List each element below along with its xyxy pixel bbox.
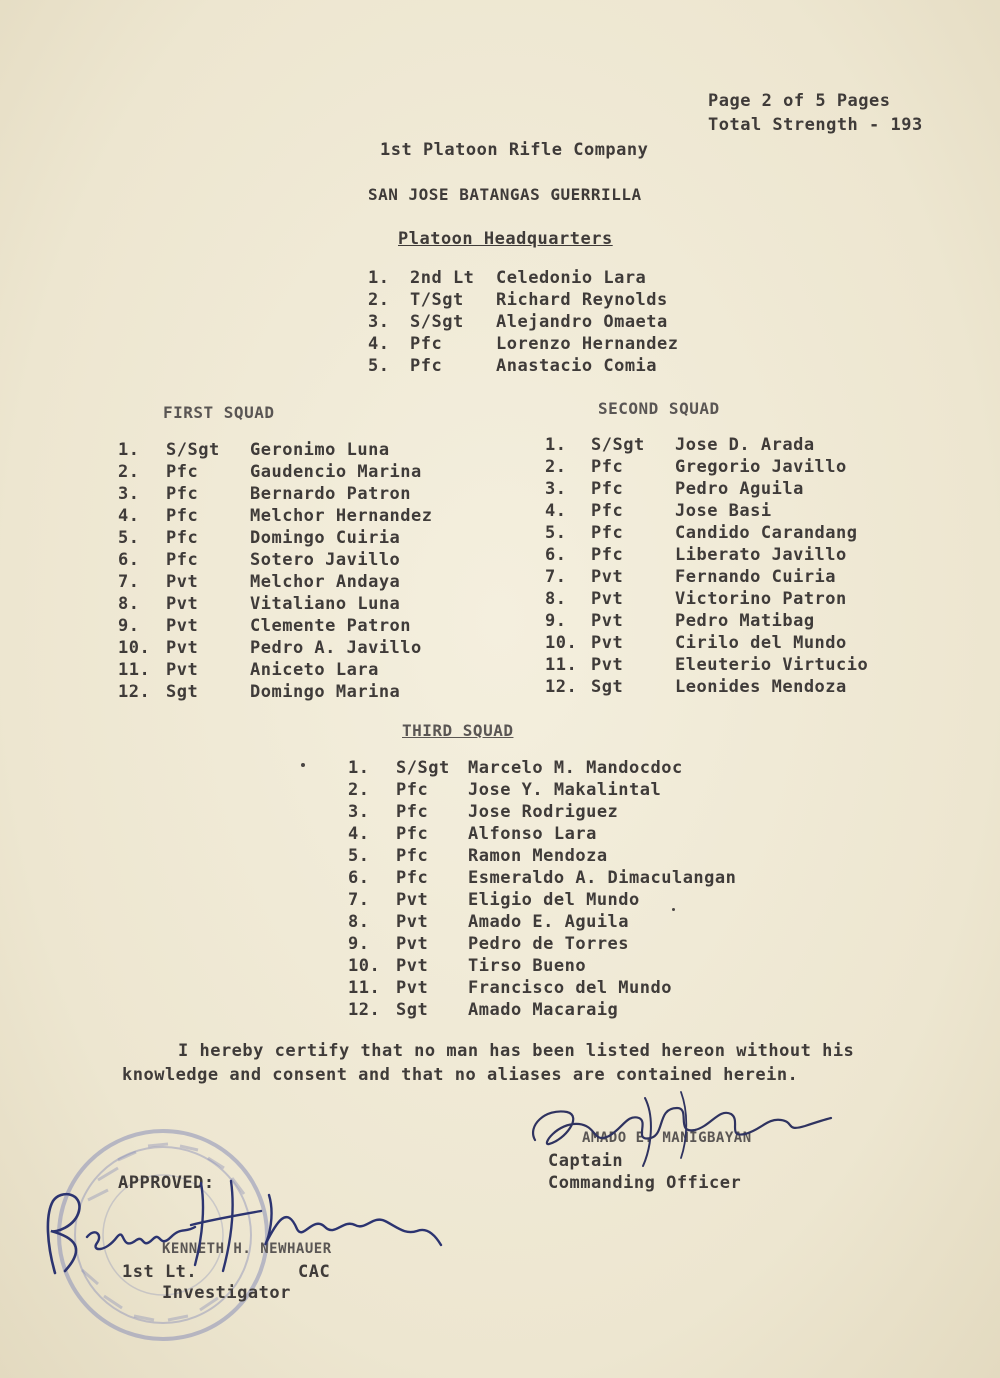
roster-rank: Pvt [396,956,429,976]
roster-number: 9. [118,616,140,636]
roster-number: 5. [545,523,567,543]
roster-number: 3. [545,479,567,499]
roster-rank: Pvt [396,934,429,954]
roster-name: Melchor Hernandez [250,506,433,526]
roster-rank: Pvt [591,567,624,587]
roster-number: 3. [368,312,390,332]
roster-number: 2. [545,457,567,477]
roster-name: Celedonio Lara [496,268,647,288]
roster-rank: S/Sgt [410,312,464,332]
roster-number: 5. [368,356,390,376]
roster-number: 11. [348,978,381,998]
roster-number: 4. [348,824,370,844]
roster-rank: Pfc [591,523,624,543]
roster-number: 3. [118,484,140,504]
roster-rank: Pvt [591,633,624,653]
roster-number: 2. [118,462,140,482]
roster-rank: Pvt [166,660,199,680]
roster-rank: Pvt [396,912,429,932]
roster-number: 8. [118,594,140,614]
ink-speck [672,908,675,911]
roster-rank: S/Sgt [166,440,220,460]
roster-name: Bernardo Patron [250,484,412,504]
roster-rank: Pvt [166,572,199,592]
roster-name: Amado Macaraig [468,1000,619,1020]
roster-rank: Sgt [166,682,199,702]
roster-number: 7. [118,572,140,592]
second-squad-roster [545,435,885,699]
roster-number: 12. [545,677,578,697]
roster-number: 6. [545,545,567,565]
roster-rank: Pvt [396,890,429,910]
second-squad-heading: SECOND SQUAD [598,399,720,418]
total-strength: Total Strength - 193 [708,115,923,135]
roster-rank: Pvt [591,655,624,675]
roster-name: Domingo Marina [250,682,401,702]
commanding-officer-typed-name: AMADO E. MANIGBAYAN [582,1130,752,1146]
roster-number: 2. [368,290,390,310]
roster-number: 7. [545,567,567,587]
roster-rank: Pfc [396,802,429,822]
commanding-officer-signature [505,1078,835,1173]
roster-number: 1. [118,440,140,460]
roster-name: Francisco del Mundo [468,978,672,998]
roster-name: Gaudencio Marina [250,462,422,482]
roster-rank: Pvt [166,616,199,636]
roster-name: Pedro Matibag [675,611,815,631]
roster-number: 3. [348,802,370,822]
roster-rank: Pfc [166,484,199,504]
commanding-officer-rank: Captain [548,1151,624,1171]
unit-title: 1st Platoon Rifle Company [380,140,649,160]
roster-name: Eligio del Mundo [468,890,640,910]
roster-rank: Pfc [166,462,199,482]
roster-name: Fernando Cuiria [675,567,837,587]
roster-rank: Pfc [396,780,429,800]
roster-name: Eleuterio Virtucio [675,655,869,675]
organization-title: SAN JOSE BATANGAS GUERRILLA [368,185,642,204]
roster-name: Marcelo M. Mandocdoc [468,758,683,778]
certification-line-2: knowledge and consent and that no aliases are contained herein. [122,1065,799,1085]
roster-name: Esmeraldo A. Dimaculangan [468,868,737,888]
roster-rank: Pfc [410,356,443,376]
roster-name: Anastacio Comia [496,356,658,376]
roster-name: Vitaliano Luna [250,594,401,614]
roster-rank: Pfc [166,528,199,548]
roster-name: Alfonso Lara [468,824,597,844]
roster-rank: Pvt [396,978,429,998]
investigator-rank: 1st Lt. [122,1262,198,1282]
roster-number: 11. [118,660,151,680]
roster-name: Gregorio Javillo [675,457,847,477]
roster-number: 8. [545,589,567,609]
roster-number: 5. [118,528,140,548]
roster-rank: S/Sgt [591,435,645,455]
roster-name: Leonides Mendoza [675,677,847,697]
roster-rank: T/Sgt [410,290,464,310]
third-squad-roster [348,758,768,1022]
roster-rank: S/Sgt [396,758,450,778]
platoon-headquarters-heading: Platoon Headquarters [398,229,613,249]
roster-number: 1. [545,435,567,455]
roster-number: 4. [118,506,140,526]
roster-number: 2. [348,780,370,800]
roster-rank: Pfc [166,506,199,526]
roster-number: 9. [348,934,370,954]
roster-number: 4. [545,501,567,521]
ink-speck [301,763,305,767]
roster-rank: Sgt [396,1000,429,1020]
first-squad-heading: FIRST SQUAD [163,403,275,422]
roster-name: Pedro de Torres [468,934,630,954]
roster-number: 6. [348,868,370,888]
page-info: Page 2 of 5 Pages [708,91,891,111]
roster-name: Liberato Javillo [675,545,847,565]
roster-rank: Pvt [166,638,199,658]
roster-number: 5. [348,846,370,866]
first-squad-roster [118,440,458,704]
roster-number: 1. [348,758,370,778]
roster-name: Pedro Aguila [675,479,804,499]
roster-number: 12. [118,682,151,702]
roster-rank: Pfc [591,457,624,477]
roster-number: 4. [368,334,390,354]
roster-number: 10. [118,638,151,658]
roster-name: Pedro A. Javillo [250,638,422,658]
roster-name: Amado E. Aguila [468,912,630,932]
roster-name: Sotero Javillo [250,550,401,570]
third-squad-heading: THIRD SQUAD [402,721,514,740]
certification-line-1: I hereby certify that no man has been listed hereon without his [178,1041,855,1061]
roster-rank: Pfc [591,501,624,521]
roster-number: 12. [348,1000,381,1020]
roster-rank: Pfc [166,550,199,570]
roster-name: Ramon Mendoza [468,846,608,866]
roster-name: Domingo Cuiria [250,528,401,548]
roster-name: Jose Y. Makalintal [468,780,662,800]
platoon-headquarters-roster [368,268,698,380]
roster-name: Clemente Patron [250,616,412,636]
roster-name: Jose Rodriguez [468,802,619,822]
roster-rank: 2nd Lt [410,268,475,288]
roster-name: Tirso Bueno [468,956,587,976]
investigator-role: Investigator [162,1283,291,1303]
roster-name: Jose D. Arada [675,435,815,455]
roster-name: Richard Reynolds [496,290,668,310]
roster-name: Melchor Andaya [250,572,401,592]
roster-rank: Pfc [410,334,443,354]
roster-rank: Pvt [166,594,199,614]
roster-number: 7. [348,890,370,910]
roster-name: Lorenzo Hernandez [496,334,679,354]
roster-name: Alejandro Omaeta [496,312,668,332]
roster-name: Candido Carandang [675,523,858,543]
roster-rank: Pfc [396,868,429,888]
roster-number: 10. [348,956,381,976]
investigator-typed-name: KENNETH H. NEWHAUER [162,1241,332,1257]
roster-name: Aniceto Lara [250,660,379,680]
roster-name: Jose Basi [675,501,772,521]
roster-number: 6. [118,550,140,570]
roster-rank: Sgt [591,677,624,697]
roster-number: 11. [545,655,578,675]
commanding-officer-role: Commanding Officer [548,1173,742,1193]
roster-name: Geronimo Luna [250,440,390,460]
approved-label: APPROVED: [118,1173,215,1193]
roster-rank: Pvt [591,589,624,609]
roster-rank: Pvt [591,611,624,631]
roster-number: 10. [545,633,578,653]
roster-rank: Pfc [396,824,429,844]
roster-number: 1. [368,268,390,288]
roster-name: Victorino Patron [675,589,847,609]
roster-number: 9. [545,611,567,631]
roster-rank: Pfc [591,545,624,565]
investigator-signature [25,1175,445,1285]
investigator-branch: CAC [298,1262,331,1282]
roster-name: Cirilo del Mundo [675,633,847,653]
roster-rank: Pfc [396,846,429,866]
roster-number: 8. [348,912,370,932]
roster-rank: Pfc [591,479,624,499]
